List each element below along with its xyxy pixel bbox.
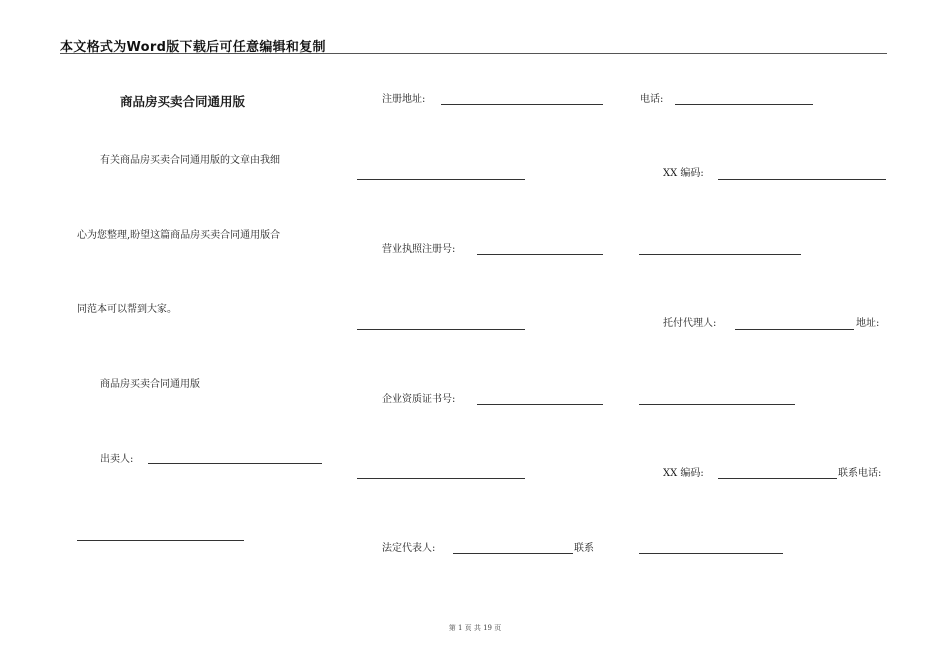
col3-blank-line-2 xyxy=(639,404,795,405)
contact-phone-suffix: 联系电话: xyxy=(838,468,882,479)
reg-address-label: 注册地址: xyxy=(382,94,426,105)
col3-blank-line-1 xyxy=(639,254,801,255)
contact-suffix: 联系 xyxy=(574,543,594,554)
seller-blank-line xyxy=(148,463,322,464)
legal-rep-label: 法定代表人: xyxy=(382,543,436,554)
qualification-label: 企业资质证书号: xyxy=(382,394,456,405)
phone-label: 电话: xyxy=(640,94,664,105)
col2-blank-line-2 xyxy=(357,329,525,330)
reg-address-blank-line xyxy=(441,104,603,105)
legal-rep-blank-line xyxy=(453,553,573,554)
document-header: 本文格式为Word版下载后可任意编辑和复制 xyxy=(60,40,326,55)
address-suffix: 地址: xyxy=(856,318,880,329)
intro-line-3: 同范本可以帮到大家。 xyxy=(77,304,177,315)
qualification-blank-line xyxy=(477,404,603,405)
postcode-blank-line xyxy=(718,179,886,180)
postcode-label: XX 编码: xyxy=(663,168,704,179)
header-divider xyxy=(60,53,887,54)
subtitle: 商品房买卖合同通用版 xyxy=(100,379,200,390)
col2-blank-line-1 xyxy=(357,179,525,180)
page-number: 第 1 页 共 19 页 xyxy=(448,624,502,632)
seller-blank-line-2 xyxy=(77,540,244,541)
postcode-blank-line-2 xyxy=(718,478,837,479)
postcode-label-2: XX 编码: xyxy=(663,468,704,479)
seller-label: 出卖人: xyxy=(100,454,134,465)
col3-blank-line-3 xyxy=(639,553,783,554)
license-blank-line xyxy=(477,254,603,255)
intro-line-2: 心为您整理,盼望这篇商品房买卖合同通用版合 xyxy=(77,230,281,241)
agent-blank-line xyxy=(735,329,854,330)
col2-blank-line-3 xyxy=(357,478,525,479)
document-title: 商品房买卖合同通用版 xyxy=(120,94,246,109)
license-label: 营业执照注册号: xyxy=(382,244,456,255)
intro-line-1: 有关商品房买卖合同通用版的文章由我细 xyxy=(100,155,280,166)
phone-blank-line xyxy=(675,104,813,105)
agent-label: 托付代理人: xyxy=(663,318,717,329)
